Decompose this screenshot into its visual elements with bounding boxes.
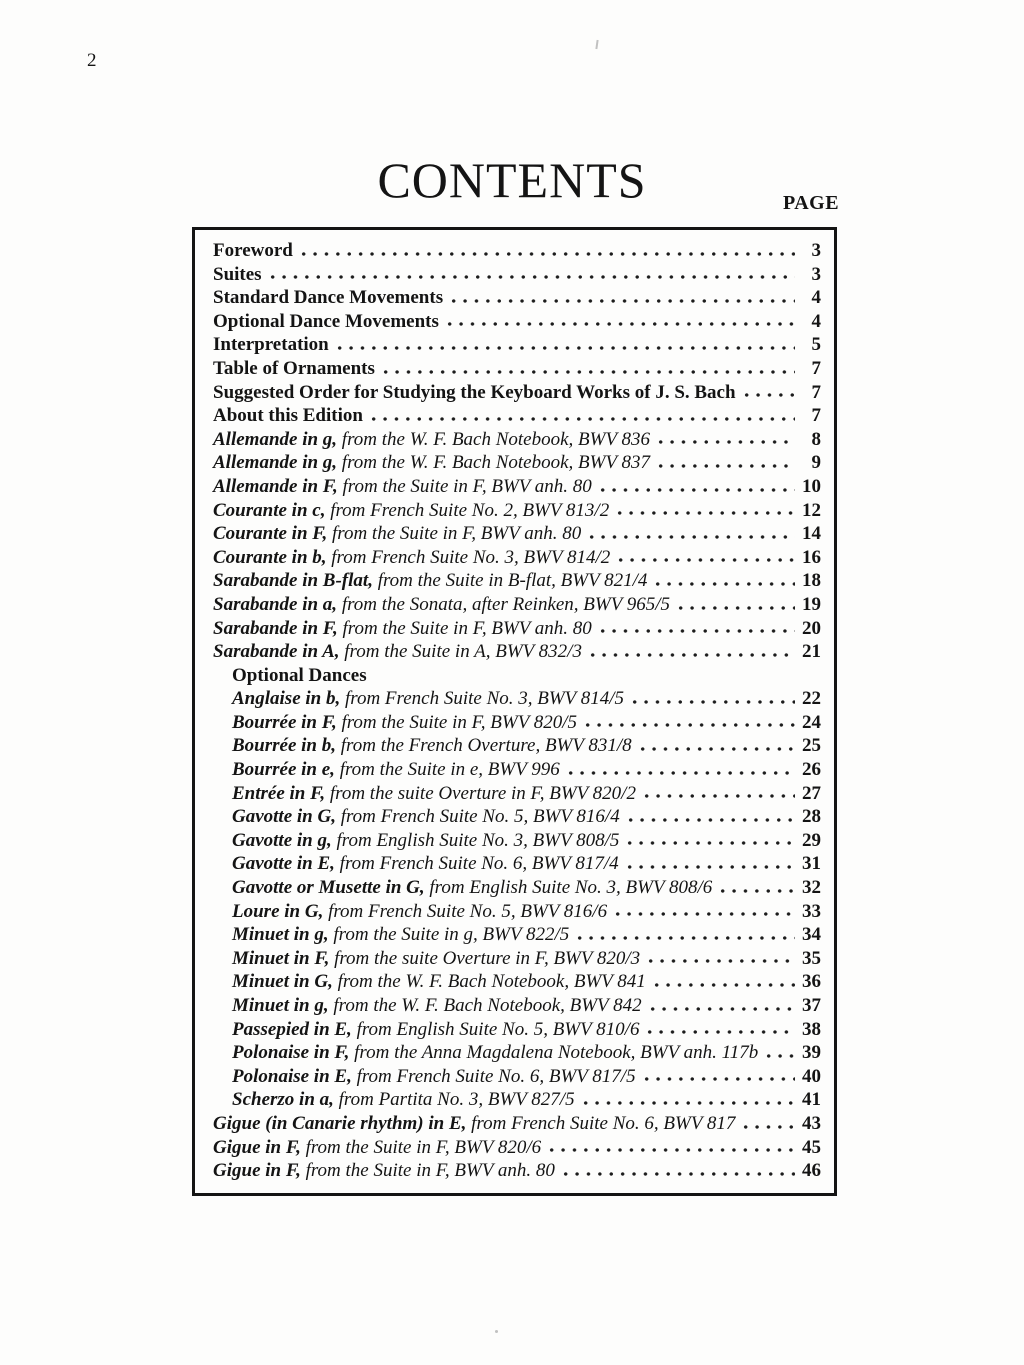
toc-entry: [213, 640, 821, 664]
toc-entry-title: Suggested Order for Studying the Keyboard Works of J. S. Bach: [213, 381, 736, 403]
toc-entry-description: from French Suite No. 5, BWV 816/4: [335, 806, 620, 828]
toc-entry-description: from the Anna Magdalena Notebook, BWV anh. 117b: [349, 1042, 759, 1064]
toc-leader-dots: [641, 1065, 795, 1089]
toc-entry-description: from the French Overture, BWV 831/8: [336, 735, 632, 757]
toc-entry: [213, 569, 821, 593]
toc-entry-title: Passepied in E,: [232, 1018, 352, 1040]
toc-entry-description: from the Sonata, after Reinken, BWV 965/5: [337, 593, 671, 615]
toc-entry-title: Gigue in F,: [213, 1136, 301, 1158]
toc-entry: [213, 617, 821, 641]
toc-entry-description: from the Suite in F, BWV anh. 80: [337, 475, 592, 497]
toc-entry-label: [213, 286, 443, 310]
toc-page-number: 26: [802, 759, 821, 781]
toc-entry: [213, 381, 821, 405]
toc-entry: [213, 428, 821, 452]
toc-entry: [213, 829, 821, 853]
toc-page-number: 24: [802, 711, 821, 733]
toc-leader-dots: [637, 734, 795, 758]
toc-entry-description: from French Suite No. 2, BWV 813/2: [325, 499, 610, 521]
toc-entry-label: [232, 734, 632, 758]
toc-entry-title: Polonaise in E,: [232, 1065, 352, 1087]
toc-entry-description: from the Suite in F, BWV 820/6: [300, 1136, 542, 1158]
toc-entry-description: from French Suite No. 6, BWV 817/4: [334, 853, 619, 875]
toc-entry: [213, 664, 821, 688]
page-title: CONTENTS: [377, 152, 647, 208]
toc-entry: [213, 310, 821, 334]
toc-entry: [213, 404, 821, 428]
toc-page-number: 3: [811, 263, 821, 285]
toc-entry: [213, 546, 821, 570]
toc-entry: [213, 1018, 821, 1042]
toc-entry: [213, 1159, 821, 1183]
toc-leader-dots: [644, 1018, 795, 1042]
corner-page-number: 2: [87, 50, 97, 71]
toc-page-number: 12: [802, 499, 821, 521]
toc-entry-label: [232, 876, 712, 900]
toc-entry-title: Optional Dance Movements: [213, 310, 439, 332]
toc-leader-dots: [546, 1136, 795, 1160]
toc-entry-label: [232, 947, 640, 971]
page-column-label: PAGE: [783, 192, 840, 214]
toc-page-number: 41: [802, 1089, 821, 1111]
toc-entry-title: Bourrée in e,: [232, 759, 335, 781]
toc-entry-label: [213, 617, 592, 641]
toc-leader-dots: [586, 522, 795, 546]
toc-entry: [213, 994, 821, 1018]
toc-leader-dots: [574, 923, 795, 947]
toc-page-number: 29: [802, 829, 821, 851]
toc-entry-label: [213, 569, 647, 593]
toc-page-number: 7: [811, 357, 821, 379]
toc-entry: [213, 947, 821, 971]
scan-artifact: [495, 1330, 498, 1333]
toc-page-number: 14: [802, 523, 821, 545]
toc-entry: [213, 239, 821, 263]
toc-entry-label: [213, 522, 581, 546]
toc-entry: [213, 1065, 821, 1089]
toc-entry: [213, 687, 821, 711]
toc-entry-description: from the suite Overture in F, BWV 820/3: [329, 947, 641, 969]
toc-entry-description: from the Suite in F, BWV anh. 80: [337, 617, 592, 639]
toc-leader-dots: [624, 829, 795, 853]
toc-entry-label: [213, 381, 736, 405]
toc-entry-label: [232, 923, 569, 947]
toc-page-number: 9: [811, 452, 821, 474]
toc-entry-title: Allemande in F,: [213, 475, 338, 497]
toc-entry-title: Courante in F,: [213, 523, 328, 545]
toc-entry-description: from the suite Overture in F, BWV 820/2: [325, 782, 636, 804]
toc-entry-label: [232, 1065, 636, 1089]
toc-entry-description: from French Suite No. 6, BWV 817: [466, 1112, 736, 1134]
toc-page-number: 36: [802, 971, 821, 993]
toc-entry-title: Gavotte in G,: [232, 806, 336, 828]
toc-entry-description: from the W. F. Bach Notebook, BWV 841: [332, 971, 646, 993]
toc-entry-description: from the Suite in e, BWV 996: [334, 759, 560, 781]
toc-entry: [213, 451, 821, 475]
toc-page-number: 3: [811, 240, 821, 261]
toc-entry-label: [213, 546, 610, 570]
toc-entry-title: Suites: [213, 263, 262, 285]
toc-leader-dots: [612, 900, 795, 924]
toc-entry: [213, 758, 821, 782]
toc-entry-label: [213, 640, 582, 664]
toc-entry: [213, 333, 821, 357]
toc-page-number: 28: [802, 806, 821, 828]
toc-leader-dots: [641, 782, 795, 806]
toc-page-number: 25: [802, 735, 821, 757]
toc-entry: [213, 1136, 821, 1160]
toc-entry-description: from French Suite No. 3, BWV 814/5: [340, 688, 624, 710]
toc-entry-title: Courante in b,: [213, 546, 327, 568]
toc-entry-description: from the W. F. Bach Notebook, BWV 836: [337, 428, 650, 450]
toc-entry-label: [213, 451, 650, 475]
toc-entry-label: [232, 852, 619, 876]
toc-entry-title: Polonaise in F,: [232, 1042, 350, 1064]
toc-page-number: 31: [802, 853, 821, 875]
toc-entry-label: [213, 263, 262, 287]
toc-leader-dots: [645, 947, 795, 971]
toc-entry: [213, 970, 821, 994]
toc-entry-label: [232, 1041, 758, 1065]
toc-page-number: 32: [802, 877, 821, 899]
toc-leader-dots: [368, 404, 795, 428]
toc-leader-dots: [741, 381, 795, 405]
toc-page-number: 7: [811, 381, 821, 403]
toc-entry-description: from the Suite in g, BWV 822/5: [328, 924, 570, 946]
toc-leader-dots: [582, 711, 795, 735]
toc-entry: [213, 286, 821, 310]
toc-leader-dots: [629, 687, 795, 711]
toc-entry-description: from French Suite No. 3, BWV 814/2: [326, 546, 611, 568]
toc-leader-dots: [580, 1088, 795, 1112]
toc-page-number: 43: [802, 1112, 821, 1134]
toc-entry: [213, 1088, 821, 1112]
toc-entry-label: [213, 333, 329, 357]
toc-entry-label: [213, 1159, 555, 1183]
toc-entry-description: from the W. F. Bach Notebook, BWV 837: [337, 452, 650, 474]
toc-page-number: 40: [802, 1065, 821, 1087]
toc-entry-label: [232, 758, 560, 782]
toc-entry: [213, 711, 821, 735]
toc-entry-title: Sarabande in A,: [213, 641, 340, 663]
toc-entry: [213, 499, 821, 523]
toc-entry-description: from the Suite in B-flat, BWV 821/4: [372, 570, 648, 592]
toc-leader-dots: [655, 428, 795, 452]
toc-leader-dots: [740, 1112, 795, 1136]
toc-entry-title: Allemande in g,: [213, 452, 338, 474]
toc-page-number: 5: [811, 334, 821, 356]
toc-entry-title: Minuet in F,: [232, 947, 330, 969]
toc-page-number: 46: [802, 1160, 821, 1182]
toc-entry-label: [232, 687, 624, 711]
toc-entry: [213, 782, 821, 806]
toc-page-number: 45: [802, 1136, 821, 1158]
toc-page-number: 38: [802, 1018, 821, 1040]
toc-entry-label: [213, 475, 592, 499]
toc-entry-label: [232, 994, 642, 1018]
toc-entry-label: [232, 1088, 575, 1112]
toc-leader-dots: [647, 994, 795, 1018]
toc-entry-title: Allemande in g,: [213, 428, 338, 450]
toc-leader-dots: [652, 569, 795, 593]
toc-entry-title: About this Edition: [213, 405, 363, 427]
toc-entry-title: Anglaise in b,: [232, 688, 341, 710]
toc-leader-dots: [267, 263, 795, 287]
toc-leader-dots: [587, 640, 795, 664]
toc-entry-title: Gigue in F,: [213, 1160, 301, 1182]
toc-entry: [213, 852, 821, 876]
toc-entry-label: [232, 782, 636, 806]
toc-entry-label: [232, 970, 646, 994]
toc-entry-title: Gavotte or Musette in G,: [232, 877, 425, 899]
toc-entry-title: Optional Dances: [232, 664, 367, 686]
toc-entry: [213, 900, 821, 924]
toc-page-number: 22: [802, 688, 821, 710]
toc-entry-label: [232, 1018, 639, 1042]
toc-leader-dots: [624, 852, 795, 876]
toc-entry-description: from English Suite No. 3, BWV 808/5: [331, 829, 620, 851]
toc-page-number: 34: [802, 924, 821, 946]
toc-entry-label: [213, 239, 293, 263]
toc-entry-title: Minuet in G,: [232, 971, 333, 993]
toc-entry-description: from French Suite No. 5, BWV 816/6: [323, 900, 608, 922]
toc-entry-title: Foreword: [213, 240, 293, 261]
toc-entry-description: from French Suite No. 6, BWV 817/5: [351, 1065, 636, 1087]
toc-entry-description: from the Suite in F, BWV anh. 80: [327, 523, 582, 545]
toc-entry-description: from English Suite No. 5, BWV 810/6: [351, 1018, 640, 1040]
toc-entry-description: from the Suite in F, BWV anh. 80: [300, 1160, 555, 1182]
toc-leader-dots: [625, 805, 795, 829]
toc-entry: [213, 805, 821, 829]
toc-entry-label: [232, 664, 367, 688]
toc-leader-dots: [380, 357, 795, 381]
toc-entry-title: Standard Dance Movements: [213, 287, 444, 309]
toc-entry: [213, 876, 821, 900]
toc-entry-label: [213, 1112, 735, 1136]
toc-entry: [213, 357, 821, 381]
toc-entry-title: Scherzo in a,: [232, 1089, 334, 1111]
toc-page-number: 27: [802, 782, 821, 804]
toc-entry-label: [232, 829, 619, 853]
toc-entry-label: [232, 900, 607, 924]
toc-entry-title: Entrée in F,: [232, 782, 326, 804]
toc-entry-description: from the W. F. Bach Notebook, BWV 842: [328, 995, 642, 1016]
toc-entry: [213, 522, 821, 546]
toc-leader-dots: [560, 1159, 795, 1183]
toc-entry-label: [213, 428, 650, 452]
toc-leader-dots: [597, 475, 795, 499]
toc-page-number: 4: [811, 287, 821, 309]
toc-entry-label: [213, 404, 363, 428]
toc-leader-dots: [763, 1041, 795, 1065]
toc-page-number: 20: [802, 617, 821, 639]
toc-leader-dots: [448, 286, 795, 310]
toc-page-number: 21: [802, 641, 821, 663]
toc-leader-dots: [615, 546, 795, 570]
toc-entry: [213, 1112, 821, 1136]
toc-entry-title: Interpretation: [213, 334, 329, 356]
toc-entry-label: [213, 593, 670, 617]
toc-page-number: 7: [811, 405, 821, 427]
toc-leader-dots: [565, 758, 795, 782]
toc-leader-dots: [651, 970, 795, 994]
toc-entry-description: from the Suite in A, BWV 832/3: [339, 641, 582, 663]
toc-entry-title: Table of Ornaments: [213, 357, 375, 379]
toc-leader-dots: [334, 333, 795, 357]
toc-entry-title: Gavotte in E,: [232, 853, 335, 875]
toc-entry-description: from English Suite No. 3, BWV 808/6: [424, 877, 713, 899]
toc-page-number: 35: [802, 947, 821, 969]
toc-list: [192, 227, 837, 1196]
scan-artifact: [595, 40, 598, 49]
toc-entry: [213, 734, 821, 758]
toc-leader-dots: [597, 617, 795, 641]
toc-entry-title: Courante in c,: [213, 499, 326, 521]
toc-entry: [213, 923, 821, 947]
toc-page-number: 8: [811, 428, 821, 450]
toc-entry-title: Sarabande in a,: [213, 593, 338, 615]
toc-entry-title: Sarabande in F,: [213, 617, 338, 639]
toc-entry-title: Sarabande in B-flat,: [213, 570, 373, 592]
toc-entry-label: [213, 499, 609, 523]
toc-entry-title: Gavotte in g,: [232, 829, 332, 851]
toc-page-number: 19: [802, 593, 821, 615]
toc-entry-description: from the Suite in F, BWV 820/5: [336, 711, 578, 733]
toc-leader-dots: [298, 239, 795, 263]
toc-page-number: 18: [802, 570, 821, 592]
toc-entry-label: [213, 1136, 541, 1160]
toc-entry: [213, 475, 821, 499]
toc-entry-title: Gigue (in Canarie rhythm) in E,: [213, 1112, 467, 1134]
toc-page-number: 4: [811, 310, 821, 332]
toc-leader-dots: [655, 451, 795, 475]
toc-entry: [213, 1041, 821, 1065]
toc-entry-label: [232, 805, 620, 829]
toc-leader-dots: [614, 499, 795, 523]
toc-entry-title: Bourrée in F,: [232, 711, 337, 733]
toc-entry: [213, 593, 821, 617]
toc-entry-label: [213, 357, 375, 381]
toc-page-number: 10: [802, 475, 821, 497]
toc-leader-dots: [444, 310, 795, 334]
toc-page-number: 37: [802, 995, 821, 1016]
toc-entry-title: Minuet in g,: [232, 995, 329, 1016]
toc-leader-dots: [675, 593, 795, 617]
toc-entry: [213, 263, 821, 287]
toc-leader-dots: [717, 876, 795, 900]
toc-entry-title: Minuet in g,: [232, 924, 329, 946]
toc-page-number: 33: [802, 900, 821, 922]
toc-entry-label: [213, 310, 439, 334]
toc-entry-title: Loure in G,: [232, 900, 324, 922]
toc-entry-title: Bourrée in b,: [232, 735, 336, 757]
toc-entry-description: from Partita No. 3, BWV 827/5: [333, 1089, 575, 1111]
toc-page-number: 39: [802, 1042, 821, 1064]
toc-page-number: 16: [802, 546, 821, 568]
toc-entry-label: [232, 711, 577, 735]
